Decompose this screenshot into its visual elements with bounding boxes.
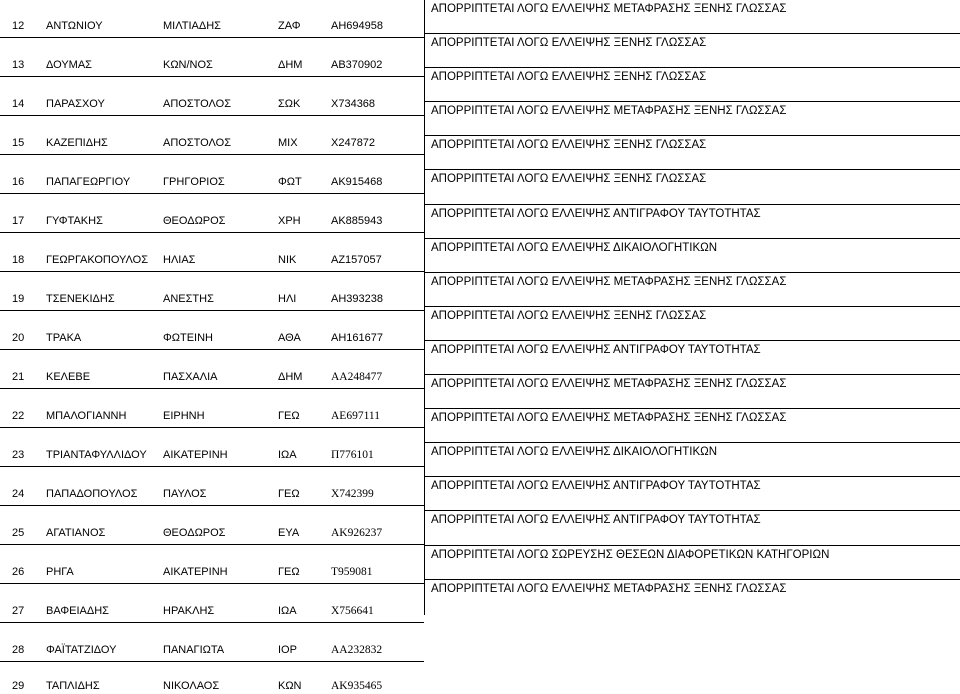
surname-cell: ΤΡΑΚΑ	[46, 311, 163, 350]
table-row	[0, 194, 424, 233]
row-number: 25	[0, 506, 46, 545]
surname-cell: ΓΥΦΤΑΚΗΣ	[46, 194, 163, 233]
id-number-cell: ΑΑ232832	[331, 623, 424, 662]
row-number: 12	[0, 0, 46, 38]
rejection-reason: ΑΠΟΡΡΙΠΤΕΤΑΙ ΛΟΓΩ ΕΛΛΕΙΨΗΣ ΞΕΝΗΣ ΓΛΩΣΣΑΣ	[425, 136, 960, 170]
first-name-cell: ΘΕΟΔΩΡΟΣ	[163, 506, 278, 545]
father-name-cell: ΕΥΑ	[278, 506, 331, 545]
id-number-cell: ΑΖ157057	[331, 233, 424, 272]
rejection-reason: ΑΠΟΡΡΙΠΤΕΤΑΙ ΛΟΓΩ ΕΛΛΕΙΨΗΣ ΜΕΤΑΦΡΑΣΗΣ ΞΕΝΗΣ ΓΛΩΣΣΑΣ	[425, 102, 960, 136]
row-number: 22	[0, 389, 46, 428]
father-name-cell: ΔΗΜ	[278, 38, 331, 77]
id-number-cell: Χ247872	[331, 116, 424, 155]
rejection-reason: ΑΠΟΡΡΙΠΤΕΤΑΙ ΛΟΓΩ ΕΛΛΕΙΨΗΣ ΞΕΝΗΣ ΓΛΩΣΣΑΣ	[425, 170, 960, 204]
rejection-reason: ΑΠΟΡΡΙΠΤΕΤΑΙ ΛΟΓΩ ΕΛΛΕΙΨΗΣ ΑΝΤΙΓΡΑΦΟΥ ΤΑΥΤΟΤΗΤΑΣ	[425, 477, 960, 511]
father-name-cell: ΓΕΩ	[278, 389, 331, 428]
row-number: 16	[0, 155, 46, 194]
row-number: 21	[0, 350, 46, 389]
rejection-reason: ΑΠΟΡΡΙΠΤΕΤΑΙ ΛΟΓΩ ΕΛΛΕΙΨΗΣ ΞΕΝΗΣ ΓΛΩΣΣΑΣ	[425, 34, 960, 68]
surname-cell: ΤΑΠΛΙΔΗΣ	[46, 662, 163, 694]
row-number: 13	[0, 38, 46, 77]
rejection-reason: ΑΠΟΡΡΙΠΤΕΤΑΙ ΛΟΓΩ ΕΛΛΕΙΨΗΣ ΑΝΤΙΓΡΑΦΟΥ ΤΑΥΤΟΤΗΤΑΣ	[425, 511, 960, 545]
table-row	[0, 0, 424, 38]
table-row	[0, 155, 424, 194]
rejection-reason: ΑΠΟΡΡΙΠΤΕΤΑΙ ΛΟΓΩ ΕΛΛΕΙΨΗΣ ΜΕΤΑΦΡΑΣΗΣ ΞΕΝΗΣ ΓΛΩΣΣΑΣ	[425, 375, 960, 409]
table-row	[0, 584, 424, 623]
table-row	[0, 116, 424, 155]
father-name-cell: ΦΩΤ	[278, 155, 331, 194]
table-row	[0, 311, 424, 350]
first-name-cell: ΚΩΝ/ΝΟΣ	[163, 38, 278, 77]
surname-cell: ΡΗΓΑ	[46, 545, 163, 584]
id-number-cell: ΑΗ161677	[331, 311, 424, 350]
id-number-cell: ΑΗ393238	[331, 272, 424, 311]
row-number: 19	[0, 272, 46, 311]
father-name-cell: ΧΡΗ	[278, 194, 331, 233]
id-number-cell: ΑΚ935465	[331, 662, 424, 694]
row-number: 24	[0, 467, 46, 506]
surname-cell: ΚΑΖΕΠΙΔΗΣ	[46, 116, 163, 155]
father-name-cell: ΣΩΚ	[278, 77, 331, 116]
rejection-reason: ΑΠΟΡΡΙΠΤΕΤΑΙ ΛΟΓΩ ΕΛΛΕΙΨΗΣ ΞΕΝΗΣ ΓΛΩΣΣΑΣ	[425, 307, 960, 341]
row-number: 17	[0, 194, 46, 233]
surname-cell: ΠΑΡΑΣΧΟΥ	[46, 77, 163, 116]
table-row	[0, 38, 424, 77]
surname-cell: ΦΑΪΤΑΤΖΙΔΟΥ	[46, 623, 163, 662]
rejection-reason: ΑΠΟΡΡΙΠΤΕΤΑΙ ΛΟΓΩ ΕΛΛΕΙΨΗΣ ΜΕΤΑΦΡΑΣΗΣ ΞΕΝΗΣ ΓΛΩΣΣΑΣ	[425, 0, 960, 34]
table-row	[0, 428, 424, 467]
father-name-cell: ΙΟΡ	[278, 623, 331, 662]
surname-cell: ΠΑΠΑΔΟΠΟΥΛΟΣ	[46, 467, 163, 506]
row-number: 27	[0, 584, 46, 623]
table-row	[0, 545, 424, 584]
rejection-reason: ΑΠΟΡΡΙΠΤΕΤΑΙ ΛΟΓΩ ΕΛΛΕΙΨΗΣ ΑΝΤΙΓΡΑΦΟΥ ΤΑΥΤΟΤΗΤΑΣ	[425, 341, 960, 375]
table-row	[0, 77, 424, 116]
rejection-reason: ΑΠΟΡΡΙΠΤΕΤΑΙ ΛΟΓΩ ΕΛΛΕΙΨΗΣ ΑΝΤΙΓΡΑΦΟΥ ΤΑΥΤΟΤΗΤΑΣ	[425, 205, 960, 239]
father-name-cell: ΑΘΑ	[278, 311, 331, 350]
table-row	[0, 233, 424, 272]
surname-cell: ΤΣΕΝΕΚΙΔΗΣ	[46, 272, 163, 311]
first-name-cell: ΗΛΙΑΣ	[163, 233, 278, 272]
id-number-cell: Χ742399	[331, 467, 424, 506]
surname-cell: ΑΝΤΩΝΙΟΥ	[46, 0, 163, 38]
first-name-cell: ΑΠΟΣΤΟΛΟΣ	[163, 77, 278, 116]
first-name-cell: ΘΕΟΔΩΡΟΣ	[163, 194, 278, 233]
table-row	[0, 272, 424, 311]
father-name-cell: ΖΑΦ	[278, 0, 331, 38]
row-number: 18	[0, 233, 46, 272]
first-name-cell: ΠΑΝΑΓΙΩΤΑ	[163, 623, 278, 662]
table-row	[0, 506, 424, 545]
surname-cell: ΜΠΑΛΟΓΙΑΝΝΗ	[46, 389, 163, 428]
id-number-cell: ΑΒ370902	[331, 38, 424, 77]
surname-cell: ΒΑΦΕΙΑΔΗΣ	[46, 584, 163, 623]
first-name-cell: ΜΙΛΤΙΑΔΗΣ	[163, 0, 278, 38]
row-number: 26	[0, 545, 46, 584]
first-name-cell: ΠΑΥΛΟΣ	[163, 467, 278, 506]
rejection-reason: ΑΠΟΡΡΙΠΤΕΤΑΙ ΛΟΓΩ ΕΛΛΕΙΨΗΣ ΜΕΤΑΦΡΑΣΗΣ ΞΕΝΗΣ ΓΛΩΣΣΑΣ	[425, 580, 960, 614]
applicants-table-body	[0, 0, 424, 694]
first-name-cell: ΦΩΤΕΙΝΗ	[163, 311, 278, 350]
father-name-cell: ΝΙΚ	[278, 233, 331, 272]
first-name-cell: ΕΙΡΗΝΗ	[163, 389, 278, 428]
surname-cell: ΑΓΑΤΙΑΝΟΣ	[46, 506, 163, 545]
id-number-cell: Τ959081	[331, 545, 424, 584]
id-number-cell: ΑΚ915468	[331, 155, 424, 194]
table-row	[0, 389, 424, 428]
table-row	[0, 350, 424, 389]
rejection-reason: ΑΠΟΡΡΙΠΤΕΤΑΙ ΛΟΓΩ ΕΛΛΕΙΨΗΣ ΔΙΚΑΙΟΛΟΓΗΤΙΚΩΝ	[425, 443, 960, 477]
table-row	[0, 662, 424, 694]
rejection-reason: ΑΠΟΡΡΙΠΤΕΤΑΙ ΛΟΓΩ ΕΛΛΕΙΨΗΣ ΞΕΝΗΣ ΓΛΩΣΣΑΣ	[425, 68, 960, 102]
father-name-cell: ΔΗΜ	[278, 350, 331, 389]
first-name-cell: ΑΠΟΣΤΟΛΟΣ	[163, 116, 278, 155]
father-name-cell: ΙΩΑ	[278, 584, 331, 623]
father-name-cell: ΓΕΩ	[278, 467, 331, 506]
rejection-reason: ΑΠΟΡΡΙΠΤΕΤΑΙ ΛΟΓΩ ΕΛΛΕΙΨΗΣ ΜΕΤΑΦΡΑΣΗΣ ΞΕΝΗΣ ΓΛΩΣΣΑΣ	[425, 273, 960, 307]
first-name-cell: ΗΡΑΚΛΗΣ	[163, 584, 278, 623]
rejection-reasons-column	[424, 0, 960, 615]
row-number: 20	[0, 311, 46, 350]
first-name-cell: ΓΡΗΓΟΡΙΟΣ	[163, 155, 278, 194]
surname-cell: ΓΕΩΡΓΑΚΟΠΟΥΛΟΣ	[46, 233, 163, 272]
id-number-cell: Χ734368	[331, 77, 424, 116]
id-number-cell: ΑΗ694958	[331, 0, 424, 38]
id-number-cell: ΑΚ885943	[331, 194, 424, 233]
father-name-cell: ΙΩΑ	[278, 428, 331, 467]
id-number-cell: ΑΚ926237	[331, 506, 424, 545]
first-name-cell: ΑΙΚΑΤΕΡΙΝΗ	[163, 545, 278, 584]
surname-cell: ΤΡΙΑΝΤΑΦΥΛΛΙΔΟΥ	[46, 428, 163, 467]
rejection-reason: ΑΠΟΡΡΙΠΤΕΤΑΙ ΛΟΓΩ ΕΛΛΕΙΨΗΣ ΜΕΤΑΦΡΑΣΗΣ ΞΕΝΗΣ ΓΛΩΣΣΑΣ	[425, 409, 960, 443]
row-number: 23	[0, 428, 46, 467]
surname-cell: ΠΑΠΑΓΕΩΡΓΙΟΥ	[46, 155, 163, 194]
row-number: 14	[0, 77, 46, 116]
row-number: 29	[0, 662, 46, 694]
rejection-reason: ΑΠΟΡΡΙΠΤΕΤΑΙ ΛΟΓΩ ΕΛΛΕΙΨΗΣ ΔΙΚΑΙΟΛΟΓΗΤΙΚΩΝ	[425, 239, 960, 273]
first-name-cell: ΠΑΣΧΑΛΙΑ	[163, 350, 278, 389]
row-number: 28	[0, 623, 46, 662]
id-number-cell: Π776101	[331, 428, 424, 467]
surname-cell: ΚΕΛΕΒΕ	[46, 350, 163, 389]
first-name-cell: ΑΙΚΑΤΕΡΙΝΗ	[163, 428, 278, 467]
row-number: 15	[0, 116, 46, 155]
rejection-reason: ΑΠΟΡΡΙΠΤΕΤΑΙ ΛΟΓΩ ΣΩΡΕΥΣΗΣ ΘΕΣΕΩΝ ΔΙΑΦΟΡΕΤΙΚΩΝ ΚΑΤΗΓΟΡΙΩΝ	[425, 546, 960, 580]
table-row	[0, 467, 424, 506]
father-name-cell: ΗΛΙ	[278, 272, 331, 311]
applicants-table	[0, 0, 424, 694]
father-name-cell: ΜΙΧ	[278, 116, 331, 155]
father-name-cell: ΓΕΩ	[278, 545, 331, 584]
surname-cell: ΔΟΥΜΑΣ	[46, 38, 163, 77]
id-number-cell: Χ756641	[331, 584, 424, 623]
father-name-cell: ΚΩΝ	[278, 662, 331, 694]
first-name-cell: ΝΙΚΟΛΑΟΣ	[163, 662, 278, 694]
first-name-cell: ΑΝΕΣΤΗΣ	[163, 272, 278, 311]
table-row	[0, 623, 424, 662]
id-number-cell: ΑΕ697111	[331, 389, 424, 428]
id-number-cell: ΑΑ248477	[331, 350, 424, 389]
